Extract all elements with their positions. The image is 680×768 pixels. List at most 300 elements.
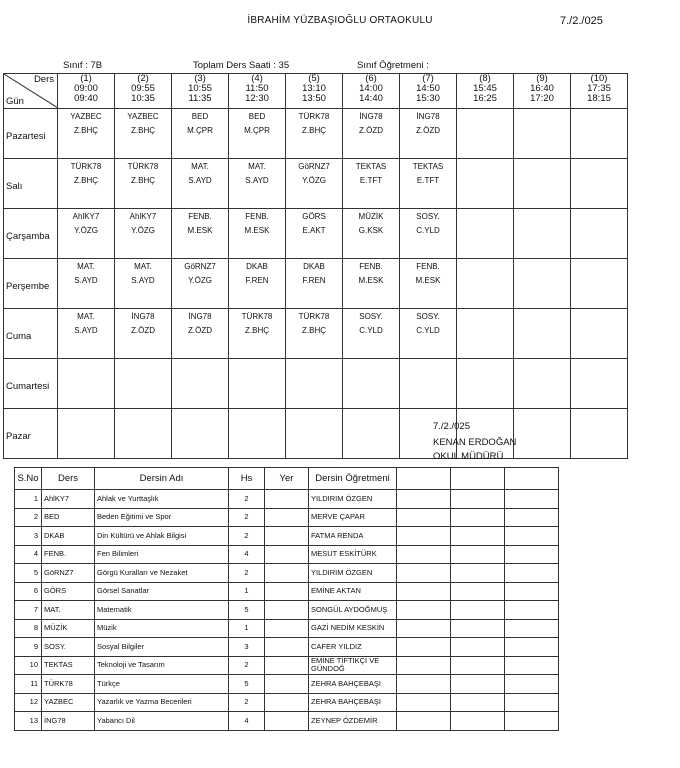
period-end: 17:20 xyxy=(530,93,554,104)
lesson-cell xyxy=(115,159,172,209)
lesson-teacher: S.AYD xyxy=(74,276,98,285)
lesson-cell xyxy=(343,259,400,309)
lesson-teacher: S.AYD xyxy=(188,176,212,185)
period-number: (2) xyxy=(137,73,149,84)
lesson-teacher: S.AYD xyxy=(131,276,155,285)
lesson-teacher: Z.ÖZD xyxy=(416,126,440,135)
course-name: Beden Eğitimi ve Spor xyxy=(95,508,229,527)
lesson-cell xyxy=(457,309,514,359)
course-sno: 5 xyxy=(15,564,42,583)
lesson-cell xyxy=(571,309,628,359)
lesson-code: AhlKY7 xyxy=(72,212,100,221)
course-teacher: EMİNE AKTAN xyxy=(309,582,397,601)
header-sno: S.No xyxy=(15,468,42,490)
course-room xyxy=(265,675,309,694)
course-teacher: ZEHRA BAHÇEBAŞI xyxy=(309,675,397,694)
day-name: Salı xyxy=(4,159,58,209)
lesson-cell xyxy=(571,259,628,309)
course-name: Teknoloji ve Tasarım xyxy=(95,656,229,675)
course-teacher: GAZİ NEDİM KESKİN xyxy=(309,619,397,638)
course-sno: 7 xyxy=(15,601,42,620)
course-hours: 5 xyxy=(229,601,265,620)
course-extra xyxy=(397,601,451,620)
course-room xyxy=(265,527,309,546)
lesson-cell xyxy=(229,409,286,459)
course-teacher: CAFER YILDIZ xyxy=(309,638,397,657)
lesson-cell xyxy=(286,159,343,209)
lesson-teacher: Z.BHÇ xyxy=(131,176,155,185)
header-ders: Ders xyxy=(42,468,95,490)
course-extra xyxy=(505,712,559,731)
course-extra xyxy=(397,712,451,731)
period-start: 09:00 xyxy=(74,83,98,94)
lesson-teacher: F.REN xyxy=(245,276,269,285)
lesson-teacher: M.ESK xyxy=(244,226,270,235)
course-code: TÜRK78 xyxy=(42,675,95,694)
course-name: Görsel Sanatlar xyxy=(95,582,229,601)
lesson-cell xyxy=(571,409,628,459)
lesson-cell xyxy=(286,309,343,359)
lesson-code: TÜRK78 xyxy=(70,162,102,171)
lesson-teacher: E.TFT xyxy=(359,176,383,185)
lesson-cell xyxy=(343,359,400,409)
period-number: (3) xyxy=(194,73,206,84)
lesson-cell xyxy=(58,409,115,459)
lesson-code: MAT. xyxy=(134,262,152,271)
lesson-code: BED xyxy=(248,112,266,121)
course-sno: 6 xyxy=(15,582,42,601)
course-room xyxy=(265,545,309,564)
lesson-teacher: M.ESK xyxy=(415,276,441,285)
course-name: Fen Bilimleri xyxy=(95,545,229,564)
course-room xyxy=(265,508,309,527)
course-hours: 2 xyxy=(229,693,265,712)
lesson-code: MAT. xyxy=(77,312,95,321)
lesson-code: TEKTAS xyxy=(355,162,387,171)
period-number: (9) xyxy=(536,73,548,84)
lesson-teacher: C.YLD xyxy=(359,326,383,335)
lesson-teacher: Y.ÖZG xyxy=(74,226,98,235)
period-header xyxy=(58,74,115,109)
course-list-header xyxy=(15,468,559,490)
course-teacher: EMİNE TİFTİKÇİ VE GÜNDOĞ xyxy=(309,656,397,675)
course-extra xyxy=(397,582,451,601)
course-teacher: ZEHRA BAHÇEBAŞI xyxy=(309,693,397,712)
lesson-code: SOSY. xyxy=(416,212,440,221)
lesson-cell xyxy=(172,209,229,259)
lesson-cell xyxy=(514,309,571,359)
lesson-cell xyxy=(343,109,400,159)
course-sno: 1 xyxy=(15,490,42,509)
lesson-cell xyxy=(115,409,172,459)
lesson-code: MAT. xyxy=(77,262,95,271)
lesson-cell xyxy=(457,259,514,309)
lesson-cell xyxy=(514,109,571,159)
lesson-cell xyxy=(229,209,286,259)
lesson-teacher: M.ESK xyxy=(358,276,384,285)
course-extra xyxy=(397,619,451,638)
course-teacher: ZEYNEP ÖZDEMİR xyxy=(309,712,397,731)
day-row xyxy=(4,159,628,209)
lesson-code: TÜRK78 xyxy=(127,162,159,171)
lesson-cell xyxy=(172,409,229,459)
lesson-code: FENB. xyxy=(359,262,383,271)
lesson-cell xyxy=(115,209,172,259)
lesson-teacher: Z.BHÇ xyxy=(131,126,155,135)
lesson-cell xyxy=(115,309,172,359)
course-extra xyxy=(397,638,451,657)
course-hours: 1 xyxy=(229,582,265,601)
course-extra xyxy=(505,601,559,620)
day-name: Pazar xyxy=(4,409,58,459)
course-row xyxy=(15,693,559,712)
lesson-code: YAZBEC xyxy=(127,112,159,121)
course-extra xyxy=(505,564,559,583)
course-row xyxy=(15,638,559,657)
lesson-teacher: Z.ÖZD xyxy=(131,326,155,335)
lesson-cell xyxy=(514,159,571,209)
course-extra xyxy=(505,693,559,712)
course-row xyxy=(15,582,559,601)
course-row xyxy=(15,712,559,731)
period-header xyxy=(457,74,514,109)
course-room xyxy=(265,656,309,675)
period-end: 10:35 xyxy=(131,93,155,104)
lesson-cell xyxy=(400,159,457,209)
lesson-cell xyxy=(343,209,400,259)
lesson-cell xyxy=(115,359,172,409)
course-row xyxy=(15,490,559,509)
lesson-cell xyxy=(58,359,115,409)
course-hours: 3 xyxy=(229,638,265,657)
course-hours: 2 xyxy=(229,564,265,583)
period-header xyxy=(286,74,343,109)
lesson-code: SOSY. xyxy=(359,312,383,321)
course-hours: 4 xyxy=(229,545,265,564)
lesson-teacher: Z.BHÇ xyxy=(302,126,326,135)
day-name: Pazartesi xyxy=(4,109,58,159)
course-room xyxy=(265,619,309,638)
lesson-cell xyxy=(229,359,286,409)
course-row xyxy=(15,675,559,694)
lesson-code: İNG78 xyxy=(131,312,155,321)
course-row xyxy=(15,508,559,527)
lesson-cell xyxy=(229,309,286,359)
course-sno: 9 xyxy=(15,638,42,657)
period-number: (10) xyxy=(590,73,608,84)
course-name: Yazarlık ve Yazma Becerileri xyxy=(95,693,229,712)
lesson-cell xyxy=(286,359,343,409)
lesson-teacher: Y.ÖZG xyxy=(302,176,326,185)
lesson-code: FENB. xyxy=(188,212,212,221)
course-row xyxy=(15,564,559,583)
header-teacher: Dersin Öğretmeni xyxy=(309,468,397,490)
course-code: MÜZİK xyxy=(42,619,95,638)
lesson-cell xyxy=(457,159,514,209)
course-extra xyxy=(397,564,451,583)
course-sno: 11 xyxy=(15,675,42,694)
course-hours: 5 xyxy=(229,675,265,694)
lesson-cell xyxy=(172,359,229,409)
day-row xyxy=(4,259,628,309)
lesson-code: BED xyxy=(191,112,209,121)
lesson-code: FENB. xyxy=(416,262,440,271)
lesson-cell xyxy=(514,359,571,409)
day-name: Perşembe xyxy=(4,259,58,309)
lesson-code: GÖRS xyxy=(302,212,326,221)
period-start: 14:50 xyxy=(416,83,440,94)
course-hours: 1 xyxy=(229,619,265,638)
course-name: Müzik xyxy=(95,619,229,638)
lesson-teacher: E.AKT xyxy=(302,226,326,235)
day-row xyxy=(4,109,628,159)
lesson-code: GöRNZ7 xyxy=(298,162,330,171)
day-row xyxy=(4,309,628,359)
course-sno: 4 xyxy=(15,545,42,564)
course-extra xyxy=(451,675,505,694)
lesson-cell xyxy=(571,359,628,409)
period-start: 11:50 xyxy=(245,83,269,94)
course-code: AhlKY7 xyxy=(42,490,95,509)
course-extra xyxy=(505,527,559,546)
course-teacher: YILDIRIM ÖZGEN xyxy=(309,564,397,583)
course-room xyxy=(265,490,309,509)
lesson-code: TÜRK78 xyxy=(298,112,330,121)
lesson-teacher: G.KSK xyxy=(358,226,384,235)
course-teacher: YILDIRIM ÖZGEN xyxy=(309,490,397,509)
period-number: (6) xyxy=(365,73,377,84)
lesson-code: AhlKY7 xyxy=(129,212,157,221)
lesson-code: MAT. xyxy=(248,162,266,171)
lesson-cell xyxy=(514,409,571,459)
course-code: SOSY. xyxy=(42,638,95,657)
lesson-cell xyxy=(514,259,571,309)
lesson-teacher: M.ÇPR xyxy=(187,126,213,135)
header-yer: Yer xyxy=(265,468,309,490)
lesson-cell xyxy=(400,359,457,409)
lesson-cell xyxy=(58,259,115,309)
lesson-teacher: Y.ÖZG xyxy=(131,226,155,235)
period-number: (1) xyxy=(80,73,92,84)
lesson-cell xyxy=(172,159,229,209)
principal-title: OKUL MÜDÜRÜ xyxy=(433,451,504,462)
day-name: Cuma xyxy=(4,309,58,359)
course-code: DKAB xyxy=(42,527,95,546)
course-row xyxy=(15,619,559,638)
period-end: 18:15 xyxy=(587,93,611,104)
course-extra xyxy=(451,527,505,546)
course-extra xyxy=(451,564,505,583)
course-extra xyxy=(451,582,505,601)
course-extra xyxy=(451,656,505,675)
course-extra xyxy=(505,656,559,675)
period-number: (5) xyxy=(308,73,320,84)
course-teacher: MESUT ESKİTÜRK xyxy=(309,545,397,564)
lesson-teacher: M.ÇPR xyxy=(244,126,270,135)
course-extra xyxy=(505,619,559,638)
course-hours: 2 xyxy=(229,656,265,675)
lesson-code: SOSY. xyxy=(416,312,440,321)
course-room xyxy=(265,601,309,620)
lesson-teacher: C.YLD xyxy=(416,326,440,335)
lesson-teacher: F.REN xyxy=(302,276,326,285)
course-extra xyxy=(397,508,451,527)
course-name: Türkçe xyxy=(95,675,229,694)
course-row xyxy=(15,601,559,620)
lesson-code: TÜRK78 xyxy=(298,312,330,321)
course-room xyxy=(265,638,309,657)
period-header xyxy=(229,74,286,109)
lesson-teacher: S.AYD xyxy=(74,326,98,335)
class-label: Sınıf : 7B xyxy=(63,60,103,71)
period-header xyxy=(343,74,400,109)
lesson-code: DKAB xyxy=(303,262,325,271)
lesson-cell xyxy=(400,109,457,159)
day-row xyxy=(4,359,628,409)
course-list-table xyxy=(14,467,559,731)
lesson-cell xyxy=(343,409,400,459)
lesson-code: DKAB xyxy=(246,262,268,271)
lesson-cell xyxy=(457,209,514,259)
lesson-code: MÜZİK xyxy=(358,212,384,221)
period-end: 16:25 xyxy=(473,93,497,104)
course-hours: 4 xyxy=(229,712,265,731)
period-start: 15:45 xyxy=(473,83,497,94)
lesson-teacher: Z.BHÇ xyxy=(74,176,98,185)
course-sno: 10 xyxy=(15,656,42,675)
course-extra xyxy=(451,693,505,712)
lesson-teacher: E.TFT xyxy=(416,176,440,185)
lesson-cell xyxy=(58,159,115,209)
lesson-teacher: Z.BHÇ xyxy=(245,326,269,335)
course-hours: 2 xyxy=(229,508,265,527)
course-name: Yabancı Dil xyxy=(95,712,229,731)
corner-ders-label: Ders xyxy=(33,74,54,85)
lesson-code: MAT. xyxy=(191,162,209,171)
period-start: 16:40 xyxy=(530,83,554,94)
period-end: 13:50 xyxy=(302,93,326,104)
course-name: Din Kültürü ve Ahlak Bilgisi xyxy=(95,527,229,546)
course-extra xyxy=(451,638,505,657)
course-sno: 8 xyxy=(15,619,42,638)
lesson-cell xyxy=(571,109,628,159)
course-extra xyxy=(505,545,559,564)
course-teacher: SONGÜL AYDOĞMUŞ xyxy=(309,601,397,620)
header-hs: Hs xyxy=(229,468,265,490)
period-header xyxy=(115,74,172,109)
lesson-teacher: Y.ÖZG xyxy=(188,276,212,285)
signature-date: 7./2./025 xyxy=(433,421,470,432)
lesson-code: İNG78 xyxy=(359,112,383,121)
lesson-cell xyxy=(58,209,115,259)
principal-name: KENAN ERDOĞAN xyxy=(433,437,517,448)
course-sno: 13 xyxy=(15,712,42,731)
course-extra xyxy=(397,675,451,694)
period-start: 09:55 xyxy=(131,83,155,94)
period-number: (7) xyxy=(422,73,434,84)
lesson-code: TÜRK78 xyxy=(241,312,273,321)
course-row xyxy=(15,656,559,675)
lesson-cell xyxy=(115,109,172,159)
timetable-header-row xyxy=(4,74,628,109)
lesson-cell xyxy=(286,409,343,459)
course-extra xyxy=(505,582,559,601)
course-extra xyxy=(451,712,505,731)
course-room xyxy=(265,582,309,601)
lesson-cell xyxy=(58,109,115,159)
lesson-cell xyxy=(571,159,628,209)
period-end: 11:35 xyxy=(188,93,212,104)
course-teacher: MERVE ÇAPAR xyxy=(309,508,397,527)
course-code: GöRNZ7 xyxy=(42,564,95,583)
lesson-code: YAZBEC xyxy=(70,112,102,121)
course-sno: 3 xyxy=(15,527,42,546)
lesson-code: İNG78 xyxy=(188,312,212,321)
period-start: 13:10 xyxy=(302,83,326,94)
course-extra xyxy=(451,619,505,638)
lesson-teacher: Z.BHÇ xyxy=(302,326,326,335)
course-extra xyxy=(505,508,559,527)
lesson-cell xyxy=(286,109,343,159)
course-code: YAZBEC xyxy=(42,693,95,712)
course-code: TEKTAS xyxy=(42,656,95,675)
lesson-teacher: Z.BHÇ xyxy=(74,126,98,135)
lesson-cell xyxy=(229,159,286,209)
course-sno: 12 xyxy=(15,693,42,712)
course-row xyxy=(15,545,559,564)
lesson-teacher: S.AYD xyxy=(245,176,269,185)
lesson-cell xyxy=(457,109,514,159)
course-name: Ahlak ve Yurttaşlık xyxy=(95,490,229,509)
course-hours: 2 xyxy=(229,490,265,509)
lesson-code: FENB. xyxy=(245,212,269,221)
course-room xyxy=(265,564,309,583)
lesson-cell xyxy=(58,309,115,359)
course-code: İNG78 xyxy=(42,712,95,731)
course-sno: 2 xyxy=(15,508,42,527)
lesson-teacher: C.YLD xyxy=(416,226,440,235)
course-extra xyxy=(505,675,559,694)
course-extra xyxy=(451,545,505,564)
lesson-cell xyxy=(400,209,457,259)
course-row xyxy=(15,527,559,546)
course-extra xyxy=(397,693,451,712)
period-number: (4) xyxy=(251,73,263,84)
header-dersin-adi: Dersin Adı xyxy=(95,468,229,490)
lesson-code: İNG78 xyxy=(416,112,440,121)
course-extra xyxy=(451,601,505,620)
lesson-code: TEKTAS xyxy=(412,162,444,171)
period-end: 15:30 xyxy=(416,93,440,104)
lesson-cell xyxy=(229,109,286,159)
document-date: 7./2./025 xyxy=(560,15,603,27)
course-extra xyxy=(505,490,559,509)
lesson-cell xyxy=(115,259,172,309)
course-code: GÖRS xyxy=(42,582,95,601)
lesson-cell xyxy=(286,209,343,259)
course-extra xyxy=(397,527,451,546)
lesson-cell xyxy=(400,309,457,359)
course-hours: 2 xyxy=(229,527,265,546)
course-extra xyxy=(397,545,451,564)
course-teacher: FATMA RENDA xyxy=(309,527,397,546)
lesson-cell xyxy=(514,209,571,259)
lesson-cell xyxy=(172,259,229,309)
class-teacher-label: Sınıf Öğretmeni : xyxy=(357,60,429,71)
course-extra xyxy=(505,638,559,657)
period-start: 14:00 xyxy=(359,83,383,94)
total-hours-label: Toplam Ders Saati : 35 xyxy=(193,60,290,71)
